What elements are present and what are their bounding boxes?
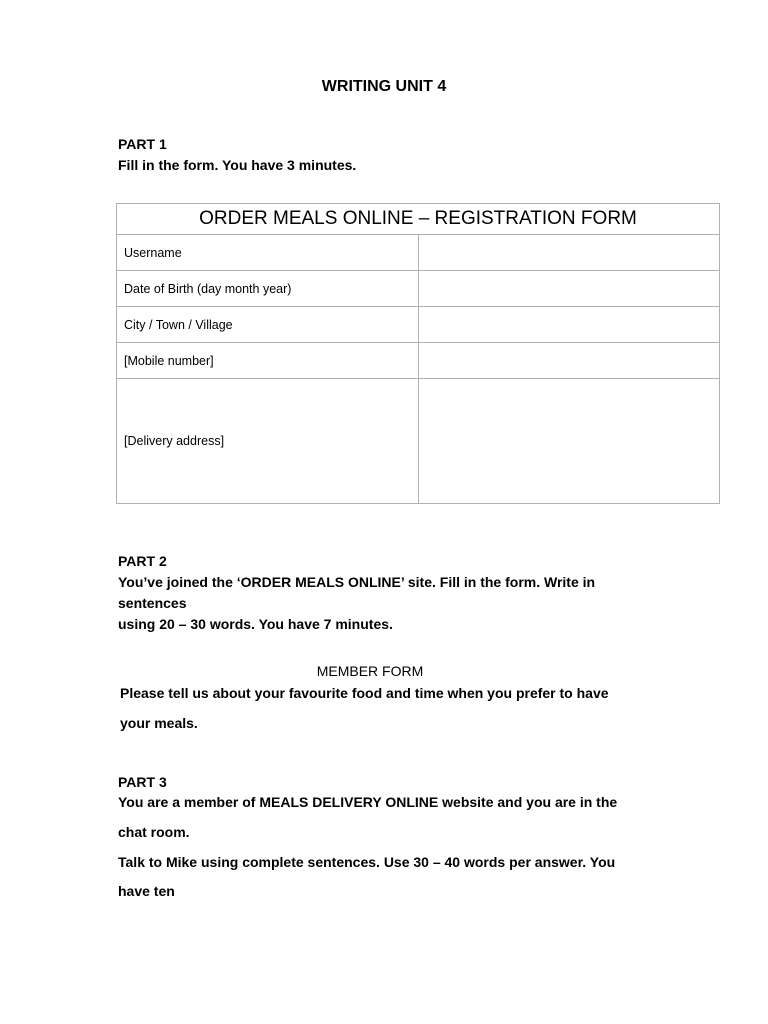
registration-form-table (116, 203, 720, 504)
form-field-city[interactable] (418, 307, 720, 343)
part2-line-3: using 20 – 30 words. You have 7 minutes. (118, 616, 393, 632)
part1-instruction: Fill in the form. You have 3 minutes. (118, 157, 357, 173)
registration-form-title: ORDER MEALS ONLINE – REGISTRATION FORM (117, 204, 720, 235)
form-label-city: City / Town / Village (117, 307, 419, 343)
form-field-date-of-birth[interactable] (418, 271, 720, 307)
form-row-username (117, 235, 720, 271)
part3-line-3: Talk to Mike using complete sentences. Use 30 – 40 words per answer. You (118, 854, 616, 870)
form-label-username: Username (117, 235, 419, 271)
part2-line-2: sentences (118, 595, 187, 611)
form-field-delivery-address[interactable] (418, 379, 720, 504)
form-field-username[interactable] (418, 235, 720, 271)
part3-line-4: have ten (118, 883, 175, 899)
form-label-delivery-address: [Delivery address] (117, 379, 419, 504)
member-form-prompt-line-1: Please tell us about your favourite food and time when you prefer to have (120, 685, 609, 701)
form-label-mobile-number: [Mobile number] (117, 343, 419, 379)
form-row-date-of-birth (117, 271, 720, 307)
form-row-mobile-number (117, 343, 720, 379)
part3-line-2: chat room. (118, 824, 190, 840)
part1-heading: PART 1 (118, 136, 167, 152)
part3-heading: PART 3 (118, 774, 167, 790)
form-field-mobile-number[interactable] (418, 343, 720, 379)
form-row-delivery-address (117, 379, 720, 504)
member-form-title: MEMBER FORM (316, 663, 424, 679)
part2-line-1: You’ve joined the ‘ORDER MEALS ONLINE’ site. Fill in the form. Write in (118, 574, 596, 590)
form-row-city (117, 307, 720, 343)
part3-line-1: You are a member of MEALS DELIVERY ONLINE website and you are in the (118, 794, 618, 810)
form-label-date-of-birth: Date of Birth (day month year) (117, 271, 419, 307)
page-title: WRITING UNIT 4 (321, 78, 447, 95)
part2-heading: PART 2 (118, 553, 167, 569)
member-form-prompt-line-2: your meals. (120, 715, 198, 731)
